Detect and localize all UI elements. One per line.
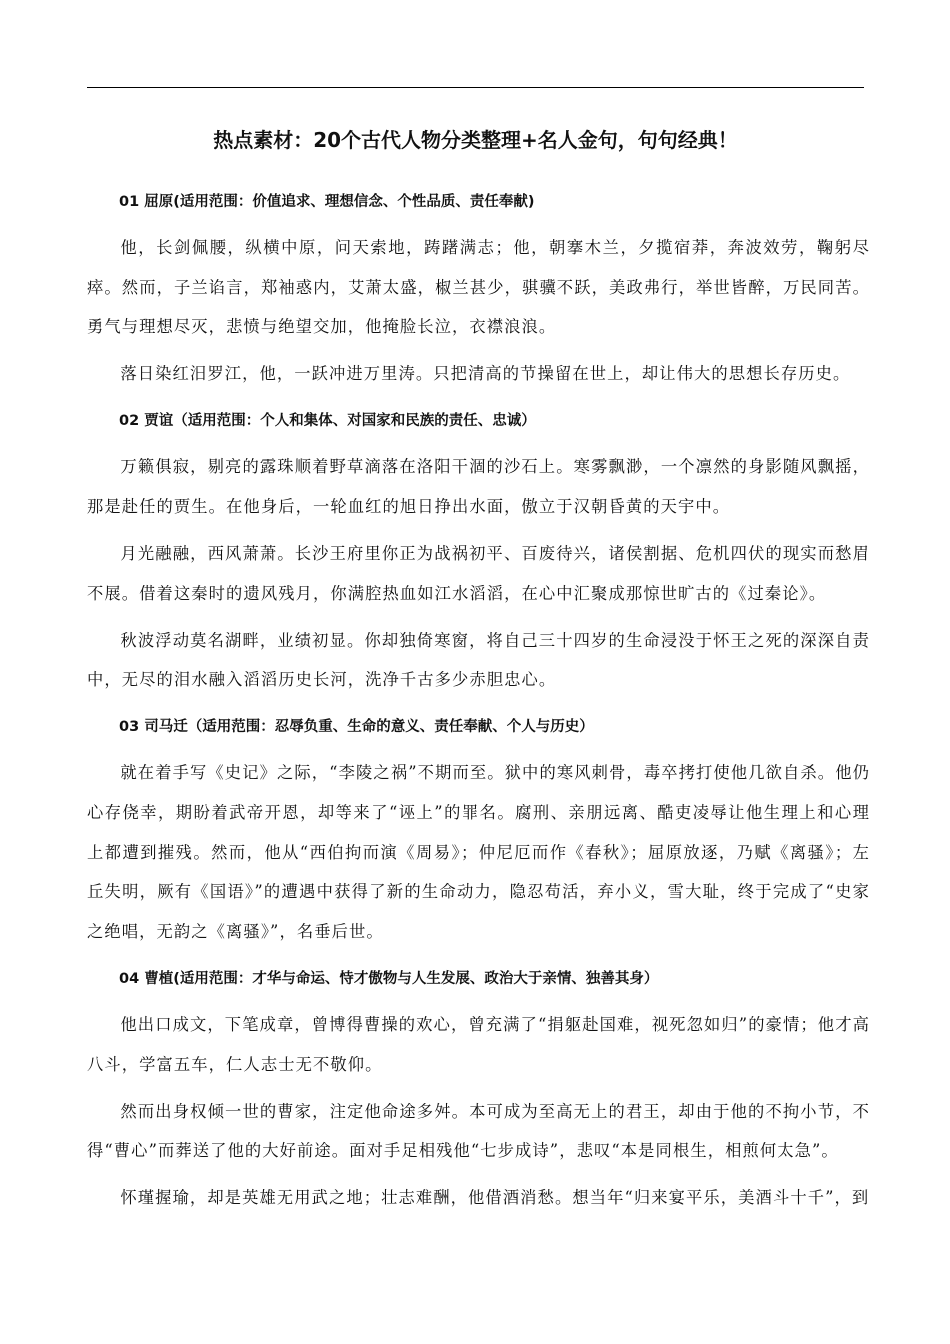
document-body	[87, 182, 870, 1225]
paragraph: 然而出身权倾一世的曹家，注定他命途多舛。本可成为至高无上的君王，却由于他的不拘小节，不得“曹心”而葬送了他的大好前途。面对手足相残他“七步成诗”，悲叹“本是同根生，相煎何太急”。	[87, 1101, 870, 1161]
paragraph: 秋波浮动莫名湖畔，业绩初显。你却独倚寒窗，将自己三十四岁的生命浸没于怀王之死的深深自责中，无尽的泪水融入滔滔历史长河，洗净千古多少赤胆忠心。	[87, 630, 870, 690]
section-heading-cao-zhi: 04 曹植(适用范围：才华与命运、恃才傲物与人生发展、政治大于亲情、独善其身）	[119, 970, 659, 987]
paragraph: 怀瑾握瑜，却是英雄无用武之地；壮志难酬，他借酒消愁。想当年“归来宴平乐，美酒斗十千”，到	[120, 1188, 870, 1208]
section-heading-qu-yuan: 01 屈原(适用范围：价值追求、理想信念、个性品质、责任奉献)	[119, 194, 535, 210]
paragraph: 落日染红汨罗江，他，一跃冲进万里涛。只把清高的节操留在世上，却让伟大的思想长存历史。	[120, 364, 851, 384]
header-rule	[87, 87, 864, 88]
section-heading-sima-qian: 03 司马迁（适用范围：忍辱负重、生命的意义、责任奉献、个人与历史）	[119, 719, 594, 736]
document-title: 热点素材：20个古代人物分类整理+名人金句，句句经典！	[213, 128, 738, 152]
paragraph: 月光融融，西风萧萧。长沙王府里你正为战祸初平、百废待兴，诸侯割据、危机四伏的现实而愁眉不展。借着这秦时的遗风残月，你满腔热血如江水滔滔，在心中汇聚成那惊世旷古的《过秦论》。	[87, 544, 870, 603]
paragraph: 万籁俱寂，剔亮的露珠顺着野草滴落在洛阳干涸的沙石上。寒雾飘渺，一个凛然的身影随风飘摇，那是赴任的贾生。在他身后，一轮血红的旭日挣出水面，傲立于汉朝昏黄的天宇中。	[87, 457, 870, 516]
paragraph: 他出口成文，下笔成章，曾博得曹操的欢心，曾充满了“捐躯赴国难，视死忽如归”的豪情；他才高八斗，学富五车，仁人志士无不敬仰。	[87, 1014, 870, 1074]
paragraph: 就在着手写《史记》之际，“李陵之祸”不期而至。狱中的寒风刺骨，毒卒拷打使他几欲自杀。他仍心存侥幸，期盼着武帝开恩，却等来了“诬上”的罪名。腐刑、亲朋远离、酷吏凌辱让他生理上和心理上都遭到摧残。然而，他从“西伯拘而演《周易》；仲尼厄而作《春秋》；屈原放逐，乃赋《离骚》；左丘失明，厥有《国语》”的遭遇中获得了新的生命动力，隐忍苟活，弃小义，雪大耻，终于完成了“史家之绝唱，无韵之《离骚》”，名垂后世。	[87, 763, 870, 941]
paragraph: 他，长剑佩腰，纵横中原，问天索地，踌躇满志；他，朝搴木兰，夕揽宿莽，奔波效劳，鞠躬尽瘁。然而，子兰谄言，郑袖惑内，艾萧太盛，椒兰甚少，骐骥不跃，美政弗行，举世皆醉，万民同苦。勇气与理想尽灭，悲愤与绝望交加，他掩脸长泣，衣襟浪浪。	[87, 238, 870, 337]
section-heading-jia-yi: 02 贾谊（适用范围：个人和集体、对国家和民族的责任、忠诚）	[119, 413, 536, 430]
